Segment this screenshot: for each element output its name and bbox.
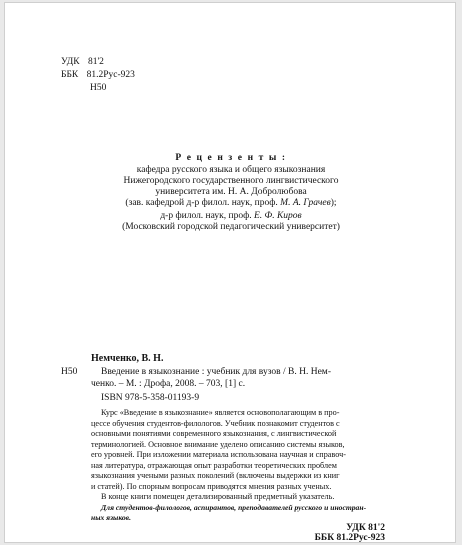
document-page <box>4 2 456 543</box>
annotation-line-7: языкознания учеными разных поколений (включены выдержки из книг <box>91 471 340 480</box>
reviewer-line-4 <box>5 197 457 209</box>
reviewer-line-5-pre: д-р филол. наук, проф. <box>160 211 254 221</box>
catalog-title-line-1: Введение в языкознание : учебник для вузов / В. Н. Нем- <box>101 367 331 377</box>
catalog-author: Немченко, В. Н. <box>91 353 164 364</box>
annotation-line-1: Курс «Введение в языкознание» является основополагающим в про- <box>101 408 340 417</box>
reviewer-line-2: Нижегородского государственного лингвистического <box>123 176 339 186</box>
audience-line-2: ных языков. <box>91 512 131 522</box>
annotation-line-9: В конце книги помещен детализированный предметный указатель. <box>101 492 335 501</box>
reviewer-line-3: университета им. Н. А. Добролюбова <box>155 187 307 197</box>
bbk-value: 81.2Рус-923 <box>86 70 135 80</box>
footer-udk: УДК 81'2 <box>346 523 385 533</box>
reviewer-line-4-post: ); <box>330 198 337 208</box>
udk-label: УДК <box>61 57 80 67</box>
reviewers-heading: Р е ц е н з е н т ы : <box>175 153 287 163</box>
reviewer-line-4-pre: (зав. кафедрой д-р филол. наук, проф. <box>125 198 281 208</box>
annotation-line-5: его уровней. При изложении материала использована научная и справоч- <box>91 450 346 459</box>
reviewer-line-6: (Московский городской педагогический университет) <box>122 222 340 232</box>
annotation-line-8: и статей). По спорным вопросам приводятся мнения разных ученых. <box>91 481 332 491</box>
catalog-mark: Н50 <box>61 367 78 377</box>
footer-bbk: ББК 81.2Рус-923 <box>314 533 385 543</box>
udk-value: 81'2 <box>87 57 104 67</box>
author-mark: Н50 <box>90 83 107 93</box>
annotation-line-3: основными понятиями современного языкознания, с лингвистической <box>91 429 337 438</box>
annotation-line-6: ная литература, отражающая опыт разработки теоретических проблем <box>91 460 337 470</box>
annotation-line-2: цессе обучения студентов-филологов. Учебник познакомит студентов с <box>91 418 340 428</box>
catalog-isbn: ISBN 978-5-358-01193-9 <box>101 393 200 403</box>
reviewer-line-1: кафедра русского языка и общего языкознания <box>136 165 326 175</box>
bbk-label: ББК <box>61 70 79 80</box>
audience-line-1: Для студентов-филологов, аспирантов, преподавателей русского и иностран- <box>101 502 367 512</box>
udk-line <box>61 56 104 68</box>
reviewer-name-grachev: М. А. Грачев <box>280 198 331 208</box>
bbk-line <box>61 69 135 81</box>
reviewer-name-kirov: Е. Ф. Киров <box>254 211 302 221</box>
annotation-line-4: терминологией. Основное внимание уделено описанию системы языков, <box>91 439 345 449</box>
catalog-title-line-2: ченко. – М. : Дрофа, 2008. – 703, [1] с. <box>91 379 246 389</box>
